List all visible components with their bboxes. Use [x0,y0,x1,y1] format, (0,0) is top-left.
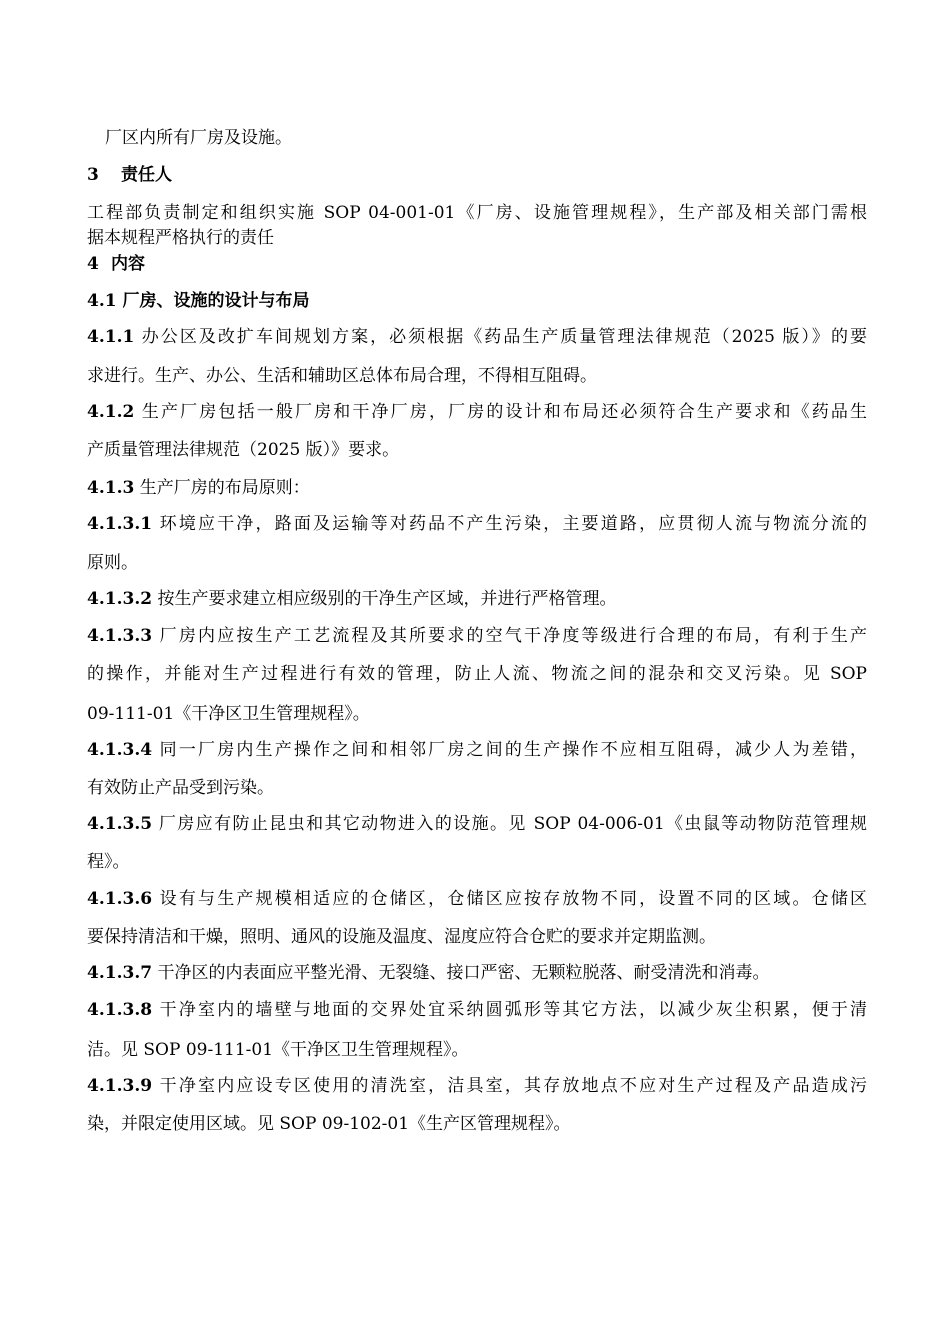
item-text: 办公区及改扩车间规划方案，必须根据《药品生产质量管理法律规范（2025 版）》的要 [141,327,867,347]
item-4-1-3-4-line-2: 有效防止产品受到污染。 [87,778,274,798]
item-4-1-3-6-line-1 [87,889,867,909]
item-4-1-3-3-line-2: 的操作，并能对生产过程进行有效的管理，防止人流、物流之间的混杂和交叉污染。见 SOP [87,664,867,684]
item-text: 设有与生产规模相适应的仓储区，仓储区应按存放物不同，设置不同的区域。仓储区 [159,889,868,909]
item-text: 干净室内的墙壁与地面的交界处宜采纳圆弧形等其它方法，以减少灰尘积累，便于清 [159,1000,868,1020]
item-text: 环境应干净，路面及运输等对药品不产生污染，主要道路，应贯彻人流与物流分流的 [159,514,868,534]
section-title: 责任人 [121,165,172,185]
responsibility-line-2: 据本规程严格执行的责任 [87,228,274,248]
item-number: 4.1.3.1 [87,514,153,534]
section-3-heading [87,165,867,185]
item-text: 生产厂房包括一般厂房和干净厂房，厂房的设计和布局还必须符合生产要求和《药品生 [141,402,868,422]
item-4-1-3-8-line-1 [87,1000,867,1020]
item-4-1-2-line-2: 产质量管理法律规范（2025 版）》要求。 [87,440,400,460]
section-title: 厂房、设施的设计与布局 [122,291,310,311]
item-text: 生产厂房的布局原则： [139,478,310,498]
item-4-1-3-3-line-3: 09-111-01《干净区卫生管理规程》。 [87,704,370,724]
item-text: 同一厂房内生产操作之间和相邻厂房之间的生产操作不应相互阻碍，减少人为差错， [159,740,868,760]
item-4-1-3-3-line-1 [87,626,867,646]
item-4-1-3-9-line-1 [87,1076,867,1096]
item-4-1-3-8-line-2: 洁。见 SOP 09-111-01《干净区卫生管理规程》。 [87,1040,469,1060]
responsibility-line-1: 工程部负责制定和组织实施 SOP 04-001-01《厂房、设施管理规程》，生产部及相关部门需根 [87,203,867,223]
item-4-1-3-2-line-1 [87,589,867,609]
item-4-1-3-5-line-2: 程》。 [87,852,130,872]
item-4-1-3-1-line-1 [87,514,867,534]
section-number: 4.1 [87,291,117,311]
section-title: 内容 [111,254,145,274]
section-number: 4 [87,254,99,274]
item-4-1-3-5-line-1 [87,814,867,834]
item-4-1-3-9-line-2: 染，并限定使用区域。见 SOP 09-102-01《生产区管理规程》。 [87,1114,571,1134]
item-number: 4.1.3.9 [87,1076,153,1096]
item-number: 4.1.3.4 [87,740,153,760]
section-4-heading [87,254,867,274]
item-number: 4.1.3.2 [87,589,153,609]
item-text: 干净室内应设专区使用的清洗室，洁具室，其存放地点不应对生产过程及产品造成污 [159,1076,868,1096]
item-number: 4.1.3.8 [87,1000,153,1020]
item-4-1-1-line-2: 求进行。生产、办公、生活和辅助区总体布局合理，不得相互阻碍。 [87,366,597,386]
item-text: 厂房应有防止昆虫和其它动物进入的设施。见 SOP 04-006-01《虫鼠等动物防范管理规 [158,814,868,834]
item-text: 厂房内应按生产工艺流程及其所要求的空气干净度等级进行合理的布局，有利于生产 [159,626,868,646]
item-number: 4.1.3.7 [87,963,153,983]
item-4-1-3-7-line-1 [87,963,867,983]
item-4-1-3-6-line-2: 要保持清洁和干燥，照明、通风的设施及温度、湿度应符合仓贮的要求并定期监测。 [87,927,716,947]
scope-text: 厂区内所有厂房及设施。 [105,128,292,148]
section-4-1-heading [87,291,867,311]
section-number: 3 [87,165,99,185]
item-4-1-3-4-line-1 [87,740,867,760]
item-text: 按生产要求建立相应级别的干净生产区域，并进行严格管理。 [157,589,617,609]
item-number: 4.1.3.6 [87,889,153,909]
item-4-1-2-line-1 [87,402,867,422]
item-number: 4.1.3 [87,478,135,498]
item-number: 4.1.3.3 [87,626,153,646]
item-number: 4.1.1 [87,327,135,347]
item-4-1-1-line-1 [87,327,867,347]
item-number: 4.1.2 [87,402,135,422]
item-4-1-3-line-1 [87,478,867,498]
item-number: 4.1.3.5 [87,814,153,834]
item-4-1-3-1-line-2: 原则。 [87,553,138,573]
item-text: 干净区的内表面应平整光滑、无裂缝、接口严密、无颗粒脱落、耐受清洗和消毒。 [157,963,770,983]
